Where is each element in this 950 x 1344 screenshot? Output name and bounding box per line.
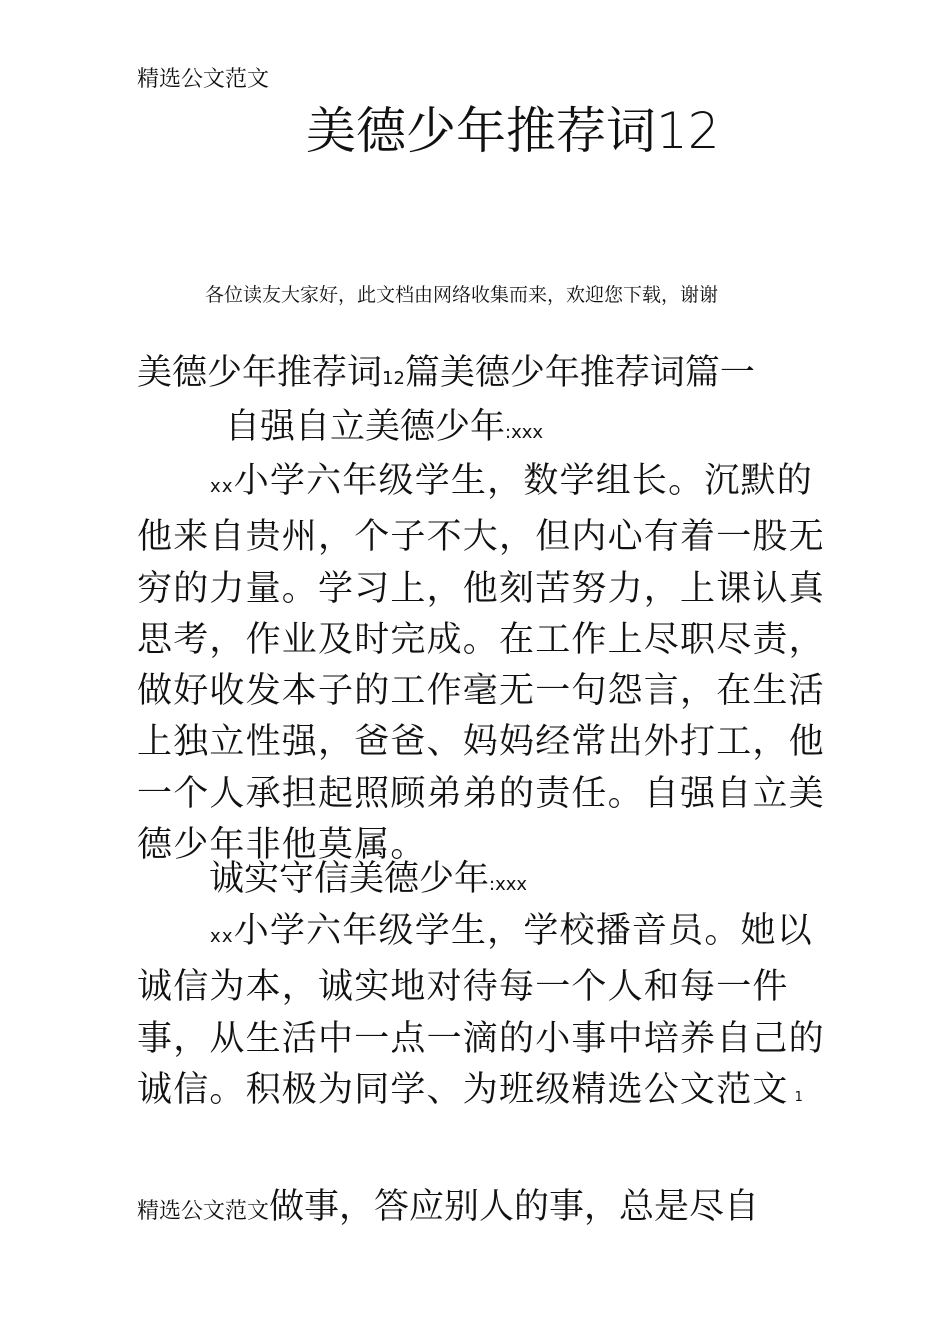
footer-continuation: 做事，答应别人的事，总是尽自 (269, 1187, 760, 1227)
footer-label: 精选公文范文 (137, 1199, 270, 1224)
section1-paragraph (137, 456, 837, 871)
section2-paragraph (137, 906, 837, 1123)
document-title: 美德少年推荐词12 (306, 102, 720, 160)
subtitle-part1: 美德少年推荐词 (137, 353, 383, 393)
section2-heading (209, 858, 527, 906)
footer-line (137, 1186, 759, 1233)
section1-heading (225, 406, 543, 454)
greeting-text: 各位读友大家好，此文档由网络收集而来，欢迎您下载，谢谢 (205, 284, 719, 306)
subtitle-line (137, 352, 755, 400)
section1-body-prefix: xx (210, 476, 234, 497)
page-number: 1 (794, 1089, 805, 1105)
subtitle-part2: 篇美德少年推荐词篇一 (404, 353, 755, 393)
header-label: 精选公文范文 (137, 67, 270, 92)
section1-heading-suffix: :xxx (505, 422, 544, 443)
section1-body: 小学六年级学生，数学组长。沉默的他来自贵州，个子不大，但内心有着一股无穷的力量。学习上，他刻苦努力，上课认真思考，作业及时完成。在工作上尽职尽责，做好收发本子的工作毫无一句怨言，在生活上独立性强，爸爸、妈妈经常出外打工，他一个人承担起照顾弟弟的责任。自强自立美德少年非他莫属。 (137, 461, 825, 866)
section2-heading-text: 诚实守信美德少年 (209, 859, 490, 899)
subtitle-num: 12 (382, 368, 405, 389)
section1-heading-text: 自强自立美德少年 (225, 407, 506, 447)
section2-body-prefix: xx (210, 926, 234, 947)
section2-body: 小学六年级学生，学校播音员。她以诚信为本，诚实地对待每一个人和每一件事，从生活中一点一滴的小事中培养自己的诚信。积极为同学、为班级精选公文范文 (137, 911, 825, 1110)
section2-heading-suffix: :xxx (489, 874, 528, 895)
